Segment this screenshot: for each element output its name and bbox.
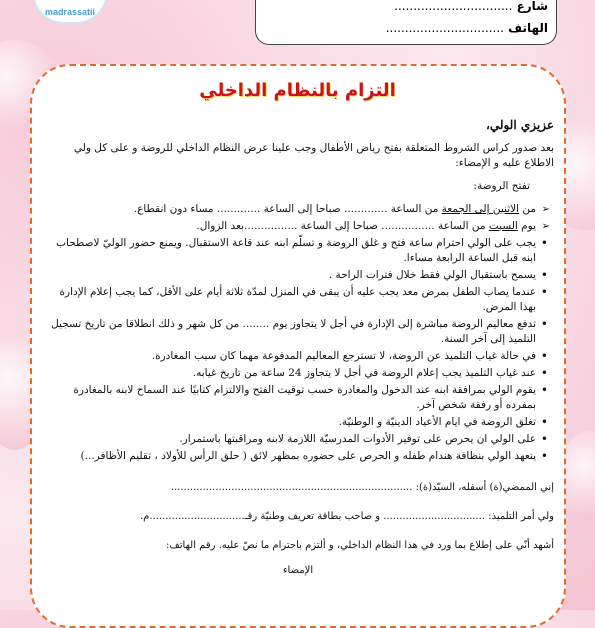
rule-item: • يسمح باستقبال الولي فقط خلال فترات الراحة . <box>42 268 536 283</box>
declaration-line: أشهد أنّي على إطلاع بما ورد في هذا النظام الداخلي، و ألتزم باحترام ما نصّ عليه. رقم الهاتف: <box>166 540 554 551</box>
rule-item: • تغلق الروضة في ايام الأعياد الدينيّة و الوطنيّة. <box>42 415 536 430</box>
rule-item: • على الولي ان يحرص على توفير الأدوات المدرسيّة اللازمة لابنه ومراقبتها باستمرار. <box>42 432 536 447</box>
rule-item: • عندما يصاب الطفل بمرض معد يجب عليه أن يبقى في المنزل لمدّة ثلاثة أيام على الأقل، كما يجب إعلام الإدارة بهذا المرض. <box>42 285 536 315</box>
opening-label: تفتح الروضة: <box>473 180 530 192</box>
signature-section <box>42 480 554 578</box>
schedule-item: ➢ من الاثنين إلى الجمعة من الساعة ............. صباحا إلى الساعة ............. مساء دون انقطاع. <box>42 202 536 217</box>
signer-name-line: إني الممضي(ة) أسفله، السيّد(ة): ............................................................................ <box>170 482 554 493</box>
greeting: عزيزي الولي، <box>485 118 554 132</box>
rule-item: • يجب على الولي احترام ساعة فتح و غلق الروضة و تسلّم ابنه عند قاعة الاستقبال. ويمنع حضور الوليّ لاصطحاب ابنه قبل الساعة الرابعة مساءا. <box>42 236 536 266</box>
rule-item: • يقوم الولي بمرافقة ابنه عند الدخول والمغادرة حسب توقيت الفتح والالتزام كتابيًا عند السماح لابنه بالمغادرة بمفرده أو رفقة شخص آخر. <box>42 383 536 413</box>
rules-list <box>42 236 554 464</box>
intro-paragraph: بعد صدور كراس الشروط المتعلقة بفتح رياض الأطفال وجب علينا عرض النظام الداخلي للروضة و على كل ولي الاطلاع عليه و الإمضاء: <box>73 142 554 169</box>
street-row: شارع ............................... <box>394 0 548 13</box>
rule-item: • يتعهد الولي بنظافة هندام طفله و الحرص على حضوره بمظهر لائق ( حلق الرأس للأولاد ، تقليم الأظافر...) <box>42 449 536 464</box>
phone-row: الهاتف ............................... <box>385 21 548 35</box>
rule-item: • في حالة غياب التلميذ عن الروضة، لا تسترجع المعاليم المدفوعة مهما كان سبب المغادرة. <box>42 349 536 364</box>
document-body <box>42 118 554 592</box>
page-title: التزام بالنظام الداخلي <box>199 80 396 101</box>
rule-item: • تدفع معاليم الروضة مباشرة إلى الإدارة في أجل لا يتجاوز يوم ........ من كل شهر و ذلك انطلاقا من تاريخ تسجيل التلميذ إلى آخر السنة. <box>42 317 536 347</box>
signature-label: الإمضاء <box>282 565 314 576</box>
schedule-list <box>42 202 554 234</box>
rule-item: • عند غياب التلميذ يجب إعلام الروضة في أجل لا يتجاوز 24 ساعة من تاريخ غيابه. <box>42 366 536 381</box>
schedule-item: ➢ يوم السبت من الساعة ................ صباحا إلى الساعة ................بعد الزوال. <box>42 219 536 234</box>
logo: madrassatii <box>32 0 108 24</box>
address-box <box>255 0 557 45</box>
guardian-line: ولي أمر التلميذ: ................................ و صاحب بطاقة تعريف وطنيّة رقـ..............................م. <box>139 511 554 522</box>
